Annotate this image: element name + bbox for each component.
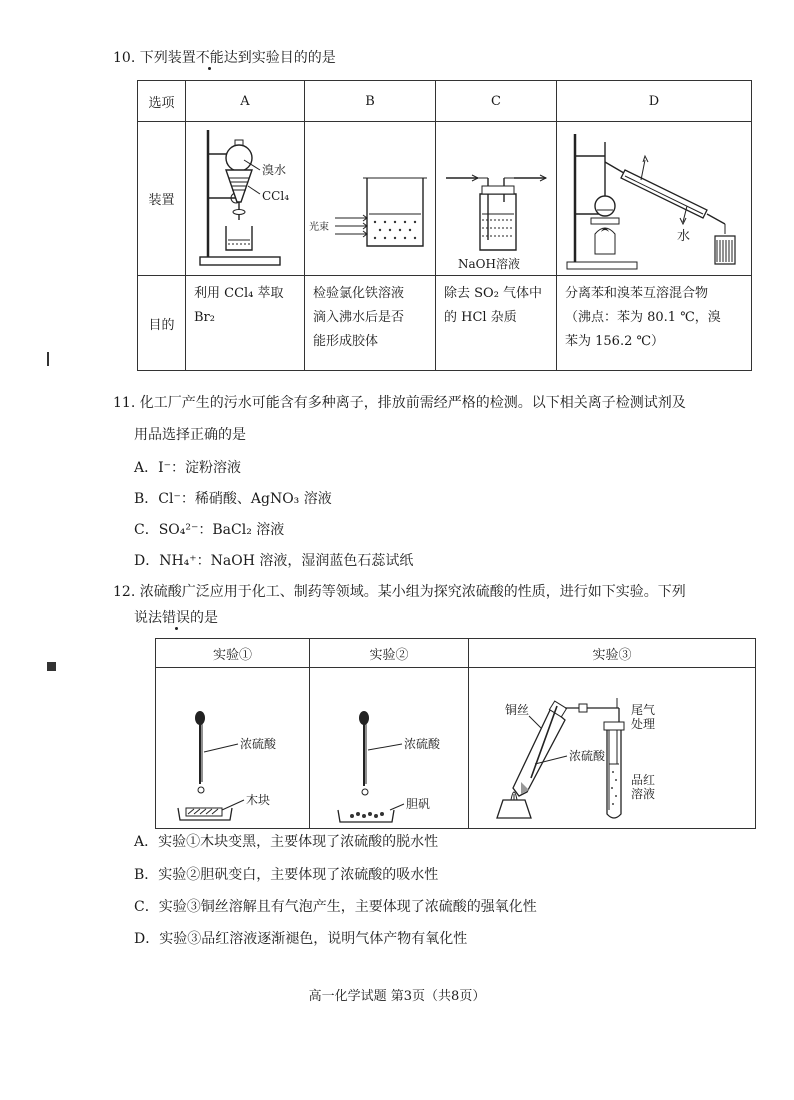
q12-stem-text1: 浓硫酸广泛应用于化工、制药等领域。某小组为探究浓硫酸的性质，进行如下实验。下列 xyxy=(139,584,686,600)
q11-option-a: A．I⁻：淀粉溶液 xyxy=(134,460,242,476)
exp3-label-fuchsin1: 品红 xyxy=(631,773,656,787)
q11-option-c: C．SO₄²⁻：BaCl₂ 溶液 xyxy=(134,522,285,538)
c-label-naoh: NaOH溶液 xyxy=(458,257,520,271)
q10-number: 10. xyxy=(113,50,136,66)
q12-option-c: C．实验③铜丝溶解且有气泡产生，主要体现了浓硫酸的强氧化性 xyxy=(134,899,537,915)
purpose-d-line2: （沸点：苯为 80.1 ℃，溴 xyxy=(565,310,721,325)
purpose-d-line1: 分离苯和溴苯互溶混合物 xyxy=(565,286,709,301)
purpose-b-line2: 滴入沸水后是否 xyxy=(313,310,405,325)
exp3-label-tail2: 处理 xyxy=(631,717,656,731)
exp2-label-acid: 浓硫酸 xyxy=(404,737,441,751)
q12-exp2-diagram xyxy=(310,668,469,829)
q10-purpose-c xyxy=(436,276,557,371)
q10-purpose-row xyxy=(138,276,752,371)
q12-header-exp3: 实验③ xyxy=(469,639,756,668)
q11-option-d: D．NH₄⁺：NaOH 溶液，湿润蓝色石蕊试纸 xyxy=(134,553,414,569)
wood-block-diagram xyxy=(156,668,309,828)
q12-exp3-diagram xyxy=(469,668,756,829)
q11-number: 11. xyxy=(113,395,136,411)
b-label-light-beam: 光束 xyxy=(309,222,329,233)
q10-header-c: C xyxy=(436,81,557,122)
q10-stem-emph: 不能 xyxy=(195,50,224,66)
q10-stem xyxy=(113,48,336,68)
q10-device-a xyxy=(186,122,305,276)
q10-header-d: D xyxy=(557,81,752,122)
purpose-d-line3: 苯为 156.2 ℃） xyxy=(565,334,665,349)
q10-purpose-d xyxy=(557,276,752,371)
purpose-b-line1: 检验氯化铁溶液 xyxy=(313,286,405,301)
q11-stem-text1: 化工厂产生的污水可能含有多种离子，排放前需经严格的检测。以下相关离子检测试剂及 xyxy=(139,395,686,411)
q10-device-d xyxy=(557,122,752,276)
purpose-a-line2: Br₂ xyxy=(194,310,215,325)
q10-purpose-label: 目的 xyxy=(138,276,186,371)
q10-header-row xyxy=(138,81,752,122)
q10-table xyxy=(137,80,752,371)
purpose-c-line1: 除去 SO₂ 气体中 xyxy=(444,286,543,301)
exp1-label-wood: 木块 xyxy=(246,793,271,807)
margin-mark-bar xyxy=(47,352,49,366)
exp1-label-acid: 浓硫酸 xyxy=(240,737,277,751)
q12-diagram-row xyxy=(156,668,756,829)
q10-purpose-b xyxy=(305,276,436,371)
a-label-ccl4: CCl₄ xyxy=(262,189,290,203)
d-label-water: 水 xyxy=(677,229,691,244)
q12-table xyxy=(155,638,756,829)
q10-device-row xyxy=(138,122,752,276)
purpose-a-line1: 利用 CCl₄ 萃取 xyxy=(194,286,284,301)
q12-header-exp1: 实验① xyxy=(156,639,310,668)
q10-header-label: 选项 xyxy=(138,81,186,122)
a-label-bromine-water: 溴水 xyxy=(262,163,287,177)
purpose-c-line2: 的 HCl 杂质 xyxy=(444,310,517,325)
margin-mark-square xyxy=(47,662,56,671)
q12-option-a: A．实验①木块变黑，主要体现了浓硫酸的脱水性 xyxy=(134,834,439,850)
q10-stem-after: 达到实验目的的是 xyxy=(223,50,336,66)
q11-stem-line1 xyxy=(113,393,686,413)
q12-stem2-before: 说法 xyxy=(134,610,162,626)
exp3-label-tail1: 尾气 xyxy=(631,703,656,717)
distillation-diagram xyxy=(557,122,751,275)
q12-option-d: D．实验③品红溶液逐渐褪色，说明气体产物有氧化性 xyxy=(134,931,468,947)
q12-option-b: B．实验②胆矾变白，主要体现了浓硫酸的吸水性 xyxy=(134,867,439,883)
separatory-funnel-diagram xyxy=(186,122,304,275)
exp3-label-acid: 浓硫酸 xyxy=(569,749,606,763)
beaker-light-beam-diagram xyxy=(305,122,435,275)
page-footer: 高一化学试题 第3页（共8页） xyxy=(308,989,486,1004)
q12-number: 12. xyxy=(113,584,136,600)
q12-stem2-emph: 错误 xyxy=(162,610,190,626)
q10-device-c xyxy=(436,122,557,276)
exp3-label-fuchsin2: 溶液 xyxy=(631,787,656,801)
gas-washing-bottle-diagram xyxy=(436,122,556,275)
q10-header-b: B xyxy=(305,81,436,122)
copper-acid-diagram xyxy=(469,668,755,828)
q12-stem2-after: 的是 xyxy=(190,610,218,626)
purpose-b-line3: 能形成胶体 xyxy=(313,334,379,349)
q10-device-label: 装置 xyxy=(138,122,186,276)
q11-stem-line2: 用品选择正确的是 xyxy=(134,427,246,443)
q10-purpose-a xyxy=(186,276,305,371)
q10-stem-before: 下列装置 xyxy=(139,50,196,66)
q11-option-b: B．Cl⁻：稀硝酸、AgNO₃ 溶液 xyxy=(134,491,332,507)
exp2-label-vitriol: 胆矾 xyxy=(406,797,431,811)
q12-header-row xyxy=(156,639,756,668)
q12-exp1-diagram xyxy=(156,668,310,829)
q12-stem-line2 xyxy=(134,608,218,628)
q10-device-b xyxy=(305,122,436,276)
q10-header-a: A xyxy=(186,81,305,122)
q12-header-exp2: 实验② xyxy=(310,639,469,668)
q12-stem-line1 xyxy=(113,582,686,602)
blue-vitriol-diagram xyxy=(310,668,468,828)
exp3-label-copper: 铜丝 xyxy=(505,703,530,717)
